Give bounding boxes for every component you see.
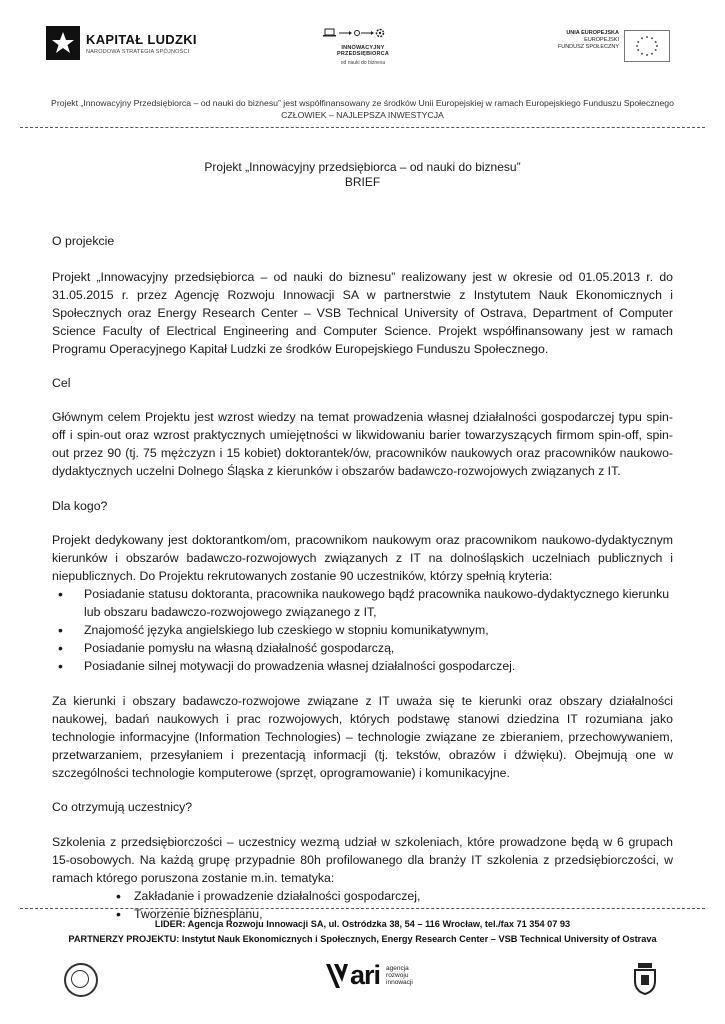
- ari-mark-icon: [326, 962, 348, 990]
- about-paragraph: Projekt „Innowacyjny przedsiębiorca – od nauki do biznesu” realizowany jest w okresie od 01.05.2013 r. do 31.05.2015 r. przez Agencję Rozwoju Innowacji SA w partnerstwie z Instytutem Nauk Ekonomicznych i Społecznych oraz Energy Research Center – VSB Technical University of Ostrava, Department of Computer Science Faculty of Electrical Engineering and Computer Science. Projekt współfinansowany jest w ramach Programu Operacyjnego Kapitał Ludzki ze środków Europejskiego Funduszu Społecznego.: [52, 270, 673, 356]
- kapital-ludzki-logo: [46, 26, 197, 60]
- cofinancing-line: Projekt „Innowacyjny Przedsiębiorca – od nauki do biznesu” jest współfinansowany ze środków Unii Europejskiej w ramach Europejskiego Funduszu Społecznego: [51, 98, 674, 108]
- document-title: Projekt „Innowacyjny przedsiębiorca – od nauki do biznesu”: [204, 160, 521, 174]
- institute-seal-icon: [64, 963, 98, 997]
- ari-tag-line1: agencja: [386, 965, 409, 972]
- list-item: • Posiadanie pomysłu na własną działalność gospodarczą,: [52, 639, 673, 657]
- cofinancing-statement: [0, 97, 725, 121]
- eu-line3: FUNDUSZ SPOŁECZNY: [557, 44, 619, 50]
- section-heading-about: O projekcie: [52, 234, 115, 248]
- section-heading-benefits: Co otrzymują uczestnicy?: [52, 800, 193, 814]
- list-item: • Znajomość języka angielskiego lub czeskiego w stopniu komunikatywnym,: [52, 621, 673, 639]
- innowacyjny-przedsiebiorca-logo: [318, 26, 408, 66]
- footer-divider: [20, 908, 705, 909]
- who-intro-paragraph: Projekt dedykowany jest doktorantkom/om, pracownikom naukowym oraz pracownikom naukowo-dydaktycznym kierunków i obszarów badawczo-rozwojowych związanych z IT na dolnośląskich uczelniach publicznych i niepublicznych. Do Projektu rekrutowanych zostanie 90 uczestników, którzy spełnią kryteria:: [52, 533, 673, 583]
- list-item: • Posiadanie silnej motywacji do prowadzenia własnej działalności gospodarczej.: [52, 657, 673, 675]
- eu-line2: EUROPEJSKI: [584, 37, 619, 43]
- project-logo-subtitle: od nauki do biznesu: [340, 60, 386, 66]
- criteria-list: [52, 585, 673, 675]
- section-heading-who: Dla kogo?: [52, 499, 108, 513]
- footer-text: [0, 917, 725, 947]
- eu-flag-icon: [624, 30, 670, 62]
- document-body: [52, 160, 673, 923]
- ari-tag-line3: innowacji: [386, 979, 413, 986]
- ari-tag-line2: rozwoju: [386, 972, 409, 979]
- ari-wordmark: ari: [350, 960, 381, 990]
- laptop-arrow-gear-icon: [323, 26, 403, 40]
- header-logos: [0, 22, 725, 72]
- section-heading-goal: Cel: [52, 376, 71, 390]
- footer-leader: LIDER: Agencja Rozwoju Innowacji SA, ul. Ostródzka 38, 54 – 116 Wrocław, tel./fax 71 354 07 93: [154, 919, 571, 929]
- it-definition-paragraph: Za kierunki i obszary badawczo-rozwojowe związane z IT uważa się te kierunki oraz obszary działalności naukowej, badań naukowych i prac rozwojowych, których podstawę stanowi dziedzina IT rozumiana jako technologie informacyjne (Information Technologies) – technologie związane ze zbieraniem, przechowywaniem, przetwarzaniem, przesyłaniem i prezentacją informacji (tj. tekstów, obrazów i dźwięku). Obejmują one w szczególności technologie komputerowe (sprzęt, oprogramowanie) i komunikacyjne.: [52, 694, 673, 780]
- benefits-paragraph: Szkolenia z przedsiębiorczości – uczestnicy wezmą udział w szkoleniach, które prowadzone będą w 6 grupach 15-osobowych. Na każdą grupę przypadnie 80h profilowanego dla branży IT szkolenia z przedsiębiorczości, w ramach którego poruszona zostanie m.in. tematyka:: [52, 835, 673, 885]
- kapital-ludzki-title: KAPITAŁ LUDZKI: [86, 31, 197, 47]
- document-subtitle: BRIEF: [344, 175, 381, 189]
- header-divider: [20, 127, 705, 128]
- kapital-ludzki-star-icon: [46, 26, 80, 60]
- kapital-ludzki-subtitle: NARODOWA STRATEGIA SPÓJNOŚCI: [86, 48, 190, 55]
- list-item: • Zakładanie i prowadzenie działalności gospodarczej,: [52, 887, 673, 905]
- footer-partners: PARTNERZY PROJEKTU: Instytut Nauk Ekonomicznych i Społecznych, Energy Research Center – VSB Technical University of Ostrava: [68, 934, 657, 944]
- goal-paragraph: Głównym celem Projektu jest wzrost wiedzy na temat prowadzenia własnej działalności gospodarczej typu spin-off i spin-out oraz wzrost praktycznych umiejętności w likwidowaniu barier towarzyszących firmom spin-off, spin-out przez 90 (tj. 75 mężczyzn i 15 kobiet) doktorantek/ów, pracowników naukowych oraz pracowników naukowo-dydaktycznych uczelni Dolnego Śląska z kierunków i obszarów badawczo-rozwojowych związanych z IT.: [52, 410, 673, 478]
- vsb-crest-icon: [632, 963, 658, 995]
- list-item: • Posiadanie statusu doktoranta, pracownika naukowego bądź pracownika naukowo-dydaktycznego kierunku lub obszaru badawczo-rozwojowego związanego z IT,: [52, 585, 673, 621]
- project-logo-title: INNOWACYJNY PRZEDSIĘBIORCA: [337, 45, 389, 57]
- motto: CZŁOWIEK – NAJLEPSZA INWESTYCJA: [281, 110, 444, 120]
- eu-logo: [556, 30, 670, 62]
- ari-logo: [326, 960, 413, 991]
- footer-logos: [0, 955, 725, 1005]
- list-item: • Tworzenie biznesplanu,: [52, 905, 673, 923]
- eu-line1: UNIA EUROPEJSKA: [566, 30, 619, 36]
